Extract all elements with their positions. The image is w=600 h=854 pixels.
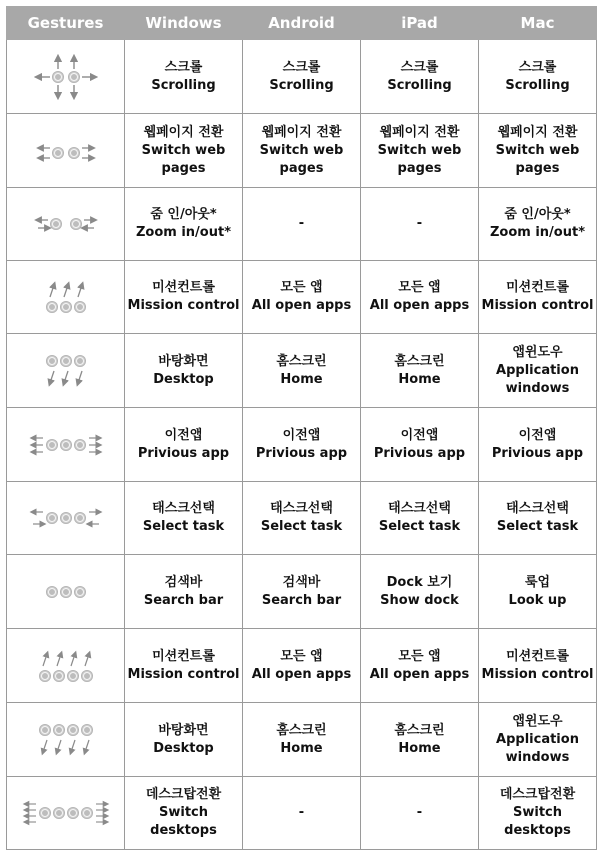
gesture-cell [7, 777, 125, 850]
three-finger-select-icon [21, 498, 111, 538]
android-cell [243, 188, 361, 261]
android-cell [243, 408, 361, 482]
gesture-cell [7, 408, 125, 482]
table-row [7, 482, 597, 555]
windows-cell [125, 777, 243, 850]
cell-text: 데스크탑전환 Switch desktops [145, 787, 222, 838]
windows-cell [125, 261, 243, 334]
four-finger-swipe-sideways-icon [16, 793, 116, 833]
cell-text: 이전앱 Privious app [137, 427, 230, 461]
cell-text: 웹페이지 전환 Switch web pages [495, 124, 580, 176]
gesture-cell [7, 482, 125, 555]
mac-cell [479, 261, 597, 334]
cell-text: 웹페이지 전환 Switch web pages [377, 124, 462, 176]
four-finger-swipe-up-icon [26, 644, 106, 688]
header-windows: Windows [125, 7, 243, 40]
cell-text: 홈스크린 Home [276, 353, 327, 387]
gesture-cell [7, 334, 125, 408]
ipad-cell [361, 261, 479, 334]
cell-text: 태스크선택 Select task [142, 501, 225, 534]
cell-text: 앱윈도우 Application windows [496, 713, 579, 765]
cell-text: 모든 앱 All open apps [369, 280, 470, 313]
ipad-cell [361, 777, 479, 850]
gestures-table-wrapper [6, 6, 596, 850]
header-mac: Mac [479, 7, 597, 40]
table-row [7, 703, 597, 777]
android-cell [243, 40, 361, 114]
ipad-cell [361, 482, 479, 555]
cell-text: 홈스크린 Home [276, 722, 327, 756]
table-row [7, 629, 597, 703]
cell-text: 앱윈도우 Application windows [496, 344, 579, 396]
ipad-cell [361, 408, 479, 482]
cell-text: 모든 앱 All open apps [369, 648, 470, 682]
mac-cell [479, 334, 597, 408]
windows-cell [125, 188, 243, 261]
table-row [7, 261, 597, 334]
mac-cell [479, 703, 597, 777]
cell-text: 룩업 Look up [508, 574, 567, 608]
table-row [7, 334, 597, 408]
cell-text: 검색바 Search bar [143, 574, 224, 608]
windows-cell [125, 40, 243, 114]
mac-cell [479, 188, 597, 261]
android-cell [243, 482, 361, 555]
mac-cell [479, 777, 597, 850]
ipad-cell [361, 188, 479, 261]
four-finger-swipe-down-icon [26, 718, 106, 762]
ipad-cell [361, 703, 479, 777]
cell-text: 모든 앱 All open apps [251, 280, 352, 313]
cell-text: 모든 앱 All open apps [251, 648, 352, 682]
cell-text: - [298, 216, 305, 231]
two-finger-swipe-icon [26, 131, 106, 171]
android-cell [243, 629, 361, 703]
windows-cell [125, 334, 243, 408]
table-row [7, 188, 597, 261]
cell-text: 스크롤 Scrolling [151, 59, 216, 93]
mac-cell [479, 482, 597, 555]
cell-text: 스크롤 Scrolling [505, 59, 570, 93]
cell-text: Dock 보기 Show dock [380, 574, 459, 608]
android-cell [243, 777, 361, 850]
android-cell [243, 334, 361, 408]
cell-text: 데스크탑전환 Switch desktops [499, 787, 576, 838]
cell-text: 바탕화면 Desktop [153, 353, 214, 387]
cell-text: 줌 인/아웃* Zoom in/out* [135, 207, 232, 240]
three-finger-tap-icon [26, 577, 106, 607]
cell-text: - [298, 805, 305, 820]
gesture-cell [7, 261, 125, 334]
cell-text: 홈스크린 Home [394, 722, 445, 756]
windows-cell [125, 555, 243, 629]
cell-text: 이전앱 Privious app [255, 427, 348, 461]
gestures-table [6, 6, 597, 850]
cell-text: 이전앱 Privious app [373, 427, 466, 461]
gesture-cell [7, 555, 125, 629]
table-row [7, 555, 597, 629]
cell-text: 줌 인/아웃* Zoom in/out* [489, 207, 586, 240]
windows-cell [125, 114, 243, 188]
android-cell [243, 555, 361, 629]
windows-cell [125, 482, 243, 555]
two-finger-scroll-icon [26, 49, 106, 105]
three-finger-swipe-up-icon [26, 275, 106, 319]
mac-cell [479, 555, 597, 629]
table-row [7, 40, 597, 114]
cell-text: 태스크선택 Select task [260, 501, 343, 534]
gesture-cell [7, 114, 125, 188]
cell-text: 웹페이지 전환 Switch web pages [259, 124, 344, 176]
cell-text: 스크롤 Scrolling [269, 59, 334, 93]
cell-text: 미션컨트롤 Mission control [127, 648, 240, 682]
cell-text: 미션컨트롤 Mission control [481, 280, 594, 313]
ipad-cell [361, 555, 479, 629]
android-cell [243, 261, 361, 334]
android-cell [243, 703, 361, 777]
gesture-cell [7, 703, 125, 777]
cell-text: 스크롤 Scrolling [387, 59, 452, 93]
gesture-cell [7, 188, 125, 261]
cell-text: 미션컨트롤 Mission control [481, 648, 594, 682]
table-row [7, 408, 597, 482]
cell-text: 이전앱 Privious app [491, 427, 584, 461]
three-finger-swipe-sideways-icon [21, 425, 111, 465]
cell-text: 미션컨트롤 Mission control [127, 280, 240, 313]
header-ipad: iPad [361, 7, 479, 40]
cell-text: 바탕화면 Desktop [153, 722, 214, 756]
header-android: Android [243, 7, 361, 40]
cell-text: 웹페이지 전환 Switch web pages [141, 124, 226, 176]
header-gestures: Gestures [7, 7, 125, 40]
cell-text: 태스크선택 Select task [496, 501, 579, 534]
table-row [7, 777, 597, 850]
windows-cell [125, 629, 243, 703]
android-cell [243, 114, 361, 188]
ipad-cell [361, 334, 479, 408]
windows-cell [125, 703, 243, 777]
two-finger-pinch-icon [26, 204, 106, 244]
mac-cell [479, 114, 597, 188]
cell-text: 홈스크린 Home [394, 353, 445, 387]
mac-cell [479, 408, 597, 482]
ipad-cell [361, 114, 479, 188]
cell-text: - [416, 805, 423, 820]
cell-text: 태스크선택 Select task [378, 501, 461, 534]
cell-text: - [416, 216, 423, 231]
gesture-cell [7, 40, 125, 114]
table-row [7, 114, 597, 188]
mac-cell [479, 629, 597, 703]
ipad-cell [361, 40, 479, 114]
windows-cell [125, 408, 243, 482]
cell-text: 검색바 Search bar [261, 574, 342, 608]
mac-cell [479, 40, 597, 114]
three-finger-swipe-down-icon [26, 349, 106, 393]
header-row [7, 7, 597, 40]
ipad-cell [361, 629, 479, 703]
gesture-cell [7, 629, 125, 703]
